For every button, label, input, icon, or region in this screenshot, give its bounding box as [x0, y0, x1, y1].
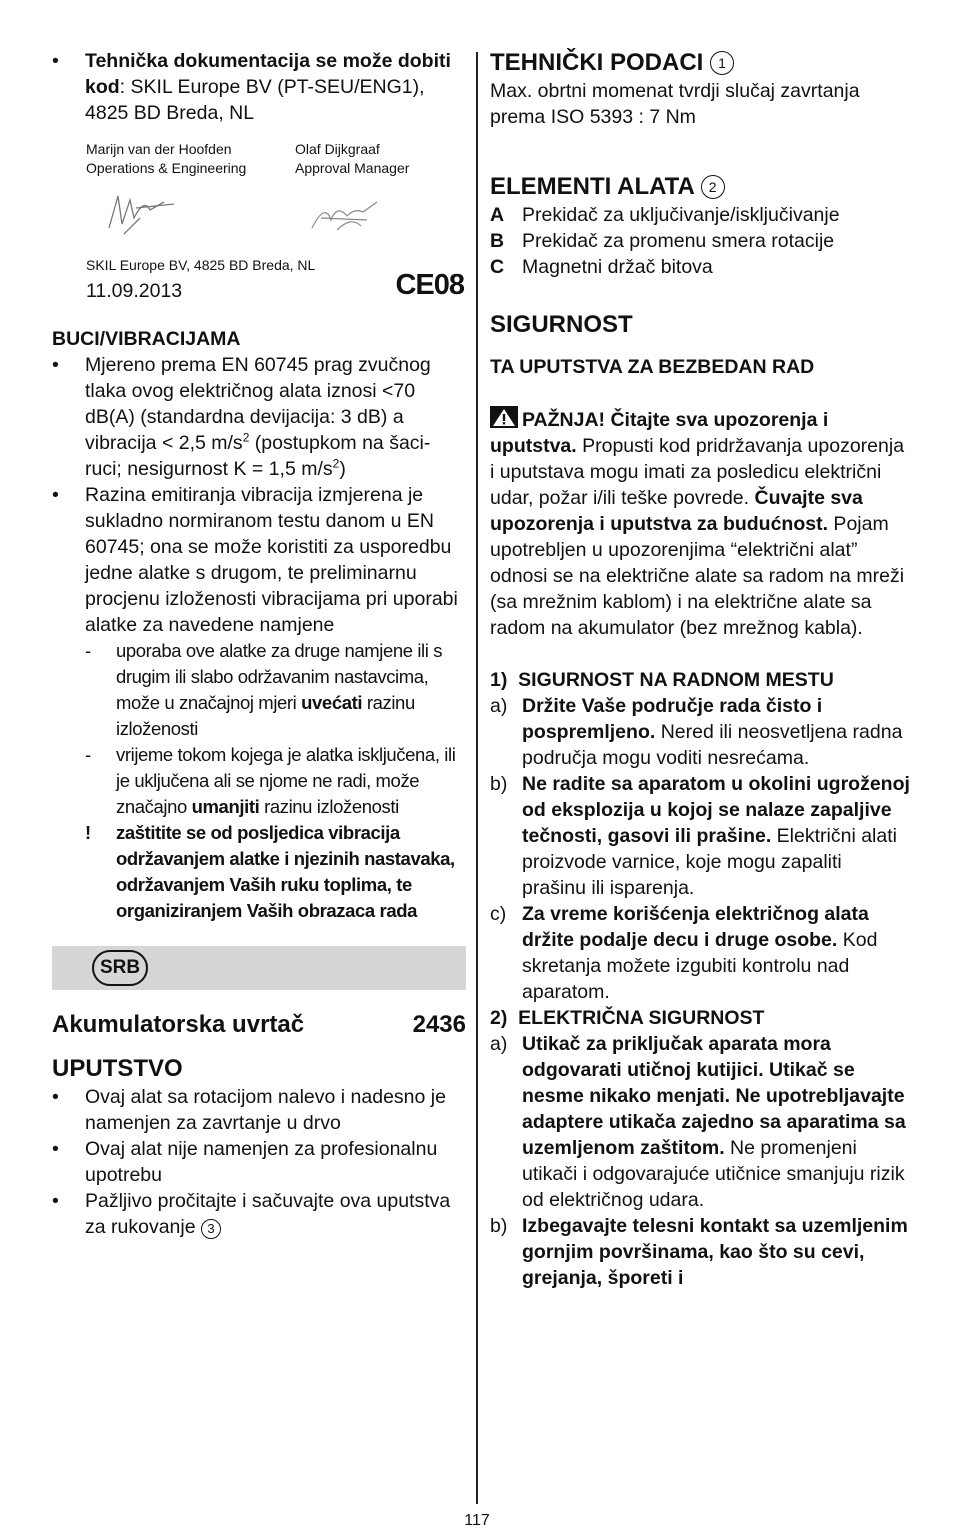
- date: 11.09.2013: [86, 280, 183, 302]
- noise-sub-1: - uporaba ove alatke za druge namjene ili s drugim ili slabo održavanim nastavcima, može u značajnoj mjeri uvećati razinu izloženosti: [85, 640, 443, 739]
- noise-item-1: • Mjereno prema EN 60745 prag zvučnog tlaka ovog električnog alata iznosi <70 dB(A) (standardna devijacija: 3 dB) a vibracija < 2,5 $m/s^2$ (postupkom na šaci-ruci; nesigurnost K = 1,5 $m/s^2$): [52, 354, 431, 480]
- instruction-item: • Ovaj alat sa rotacijom nalevo i nadesno je namenjen za zavrtanje u drvo: [52, 1086, 446, 1134]
- noise-sub-3: ! zaštitite se od posljedica vibracija održavanjem alatke i njezinih nastavaka, održavanjem Vaših ruku toplima, te organiziranjem Vaših obrazaca rada: [85, 822, 455, 921]
- signatory-1: Marijn van der Hoofden Operations & Engineering: [86, 141, 247, 176]
- column-divider: [476, 52, 478, 1504]
- elements-heading: ELEMENTI ALATA 2: [490, 172, 910, 202]
- signatory-2: Olaf Dijkgraaf Approval Manager: [295, 141, 410, 176]
- section-2-heading: 2) ELEKTRIČNA SIGURNOST: [490, 1007, 765, 1029]
- left-column: [52, 0, 466, 1240]
- product-name: Akumulatorska uvrtač: [52, 1011, 305, 1038]
- page-number: 117: [464, 1512, 490, 1529]
- ce-mark: CE08: [395, 269, 464, 301]
- figure-ref-1: 1: [710, 51, 734, 75]
- tech-data-text: Max. obrtni momenat tvrdji slučaj zavrtanja prema ISO 5393 : 7 Nm: [490, 80, 860, 128]
- section-1-heading: 1) SIGURNOST NA RADNOM MESTU: [490, 669, 834, 691]
- element-item: C Magnetni držač bitova: [490, 256, 713, 278]
- safety-rule-1b: b) Ne radite sa aparatom u okolini ugroženoj od eksplozija u kojoj se nalaze zapaljive tečnosti, gasovi ili prašine. Električni alati proizvode varnice, koje mogu zapaliti prašinu ili isparenja.: [490, 773, 910, 899]
- warning-paragraph: PAŽNJA! Čitajte sva upozorenja i uputstva. Propusti kod pridržavanja upozorenja i uputstava mogu imati za posledicu električni udar, požar i/ili teške povrede. Čuvajte sva upozorenja i uputstva za budućnost. Pojam upotrebljen u upozorenjima “električni alat” odnosi se na električne alate sa radom na mreži (sa mrežnim kablom) i na električne alate sa radom na akumulator (bez mrežnog kabla).: [490, 406, 910, 641]
- safety-rule-1c: c) Za vreme korišćenja električnog alata držite podalje decu i druge osobe. Kod skretanja možete izgubiti kontrolu nad aparatom.: [490, 903, 878, 1003]
- instruction-item: • Ovaj alat nije namenjen za profesionalnu upotrebu: [52, 1138, 438, 1186]
- signature-2-scribble: [307, 196, 382, 236]
- noise-item-2: • Razina emitiranja vibracija izmjerena je sukladno normiranom testu danom u EN 60745; ona se može koristiti za usporedbu jedne alatke s drugom, te preliminarnu procjenu izloženosti vibracijama pri uporabi alatke za navedene namjene: [52, 484, 458, 636]
- language-badge: SRB: [92, 950, 148, 986]
- safety-subheading: TA UPUTSTVA ZA BEZBEDAN RAD: [490, 356, 815, 378]
- product-code: 2436: [412, 1011, 466, 1038]
- signatures: [52, 140, 466, 273]
- tech-doc-bullet: • Tehnička dokumentacija se može dobiti kod: SKIL Europe BV (PT-SEU/ENG1), 4825 BD Breda, NL: [52, 50, 451, 124]
- right-column: [490, 0, 910, 1291]
- safety-rule-2a: a) Utikač za priključak aparata mora odgovarati utičnoj kutijici. Utikač se nesme nikako menjati. Ne upotrebljavajte adaptere utikača zajedno sa aparatima sa uzemljenom zaštitom. Ne promenjeni utikači i odgovarajuće utičnice smanjuju rizik od električnog udara.: [490, 1033, 906, 1211]
- figure-ref-2: 2: [701, 175, 725, 199]
- safety-rule-2b: b) Izbegavajte telesni kontakt sa uzemljenim gornjim površinama, kao što su cevi, grejanja, šporeti i: [490, 1215, 908, 1289]
- instructions-heading: UPUTSTVO: [52, 1055, 183, 1082]
- date-line: [52, 269, 466, 306]
- element-item: A Prekidač za uključivanje/isključivanje: [490, 204, 840, 226]
- language-bar: [52, 946, 466, 990]
- signature-1-scribble: [104, 188, 184, 238]
- warning-triangle-icon: [490, 406, 518, 428]
- tech-doc-bold: Tehnička dokumentacija se može dobiti kod: [85, 50, 451, 98]
- instruction-item: • Pažljivo pročitajte i sačuvajte ova uputstva za rukovanje 3: [52, 1190, 451, 1238]
- product-title: [52, 1010, 466, 1040]
- tech-doc-rest: : SKIL Europe BV (PT-SEU/ENG1), 4825 BD Breda, NL: [85, 76, 425, 124]
- safety-heading: SIGURNOST: [490, 311, 633, 338]
- safety-rule-1a: a) Držite Vaše područje rada čisto i pospremljeno. Nered ili neosvetljena radna područja mogu voditi nesrećama.: [490, 695, 903, 769]
- company-address: SKIL Europe BV, 4825 BD Breda, NL: [86, 257, 316, 273]
- noise-heading: BUCI/VIBRACIJAMA: [52, 328, 241, 350]
- element-item: B Prekidač za promenu smera rotacije: [490, 230, 835, 252]
- figure-ref-3: 3: [201, 1219, 221, 1239]
- noise-sub-2: - vrijeme tokom kojega je alatka isključena, ili je uključena ali se njome ne radi, može značajno umanjiti razinu izloženosti: [85, 744, 456, 817]
- tech-data-heading: TEHNIČKI PODACI 1: [490, 48, 910, 78]
